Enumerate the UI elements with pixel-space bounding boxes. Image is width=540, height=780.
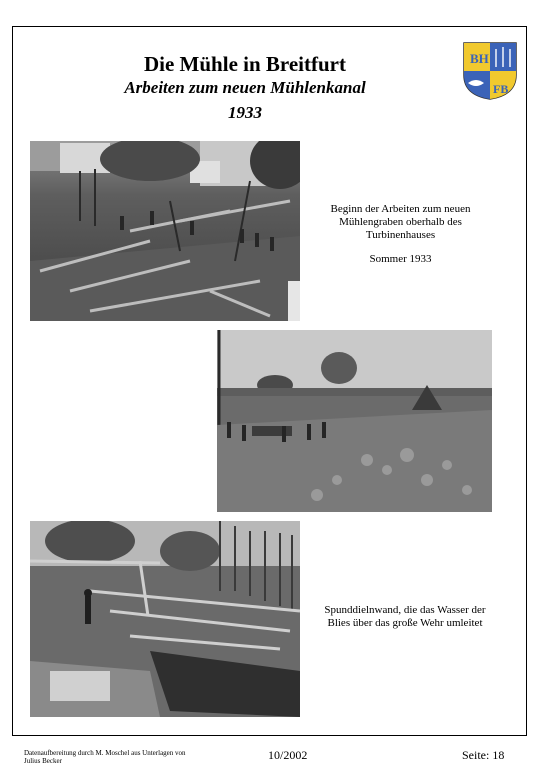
caption-photo-1: Beginn der Arbeiten zum neuen Mühlengraben oberhalb des Turbinenhauses bbox=[330, 203, 471, 241]
footer-date: 10/2002 bbox=[268, 748, 308, 762]
footer-credit: Datenaufbereitung durch M. Moschel aus Unterlagen von Julius Becker bbox=[24, 749, 186, 765]
photo-construction-site bbox=[30, 141, 300, 321]
caption-photo-1-date: Sommer 1933 bbox=[369, 253, 432, 265]
photo-excavation-field bbox=[217, 330, 492, 512]
footer-page-number: Seite: 18 bbox=[462, 748, 505, 762]
page-title: Die Mühle in Breitfurt bbox=[143, 52, 346, 76]
crest-letters-bottom: FB bbox=[493, 82, 509, 96]
caption-photo-3: Spunddielnwand, die das Wasser der Blies über das große Wehr umleitet bbox=[324, 604, 486, 629]
page-year: 1933 bbox=[228, 103, 262, 122]
crest-letters-top: BH bbox=[470, 51, 489, 66]
photo-sheet-pile-wall bbox=[30, 521, 300, 717]
coat-of-arms-icon bbox=[462, 41, 518, 101]
page-subtitle: Arbeiten zum neuen Mühlenkanal bbox=[124, 78, 366, 97]
